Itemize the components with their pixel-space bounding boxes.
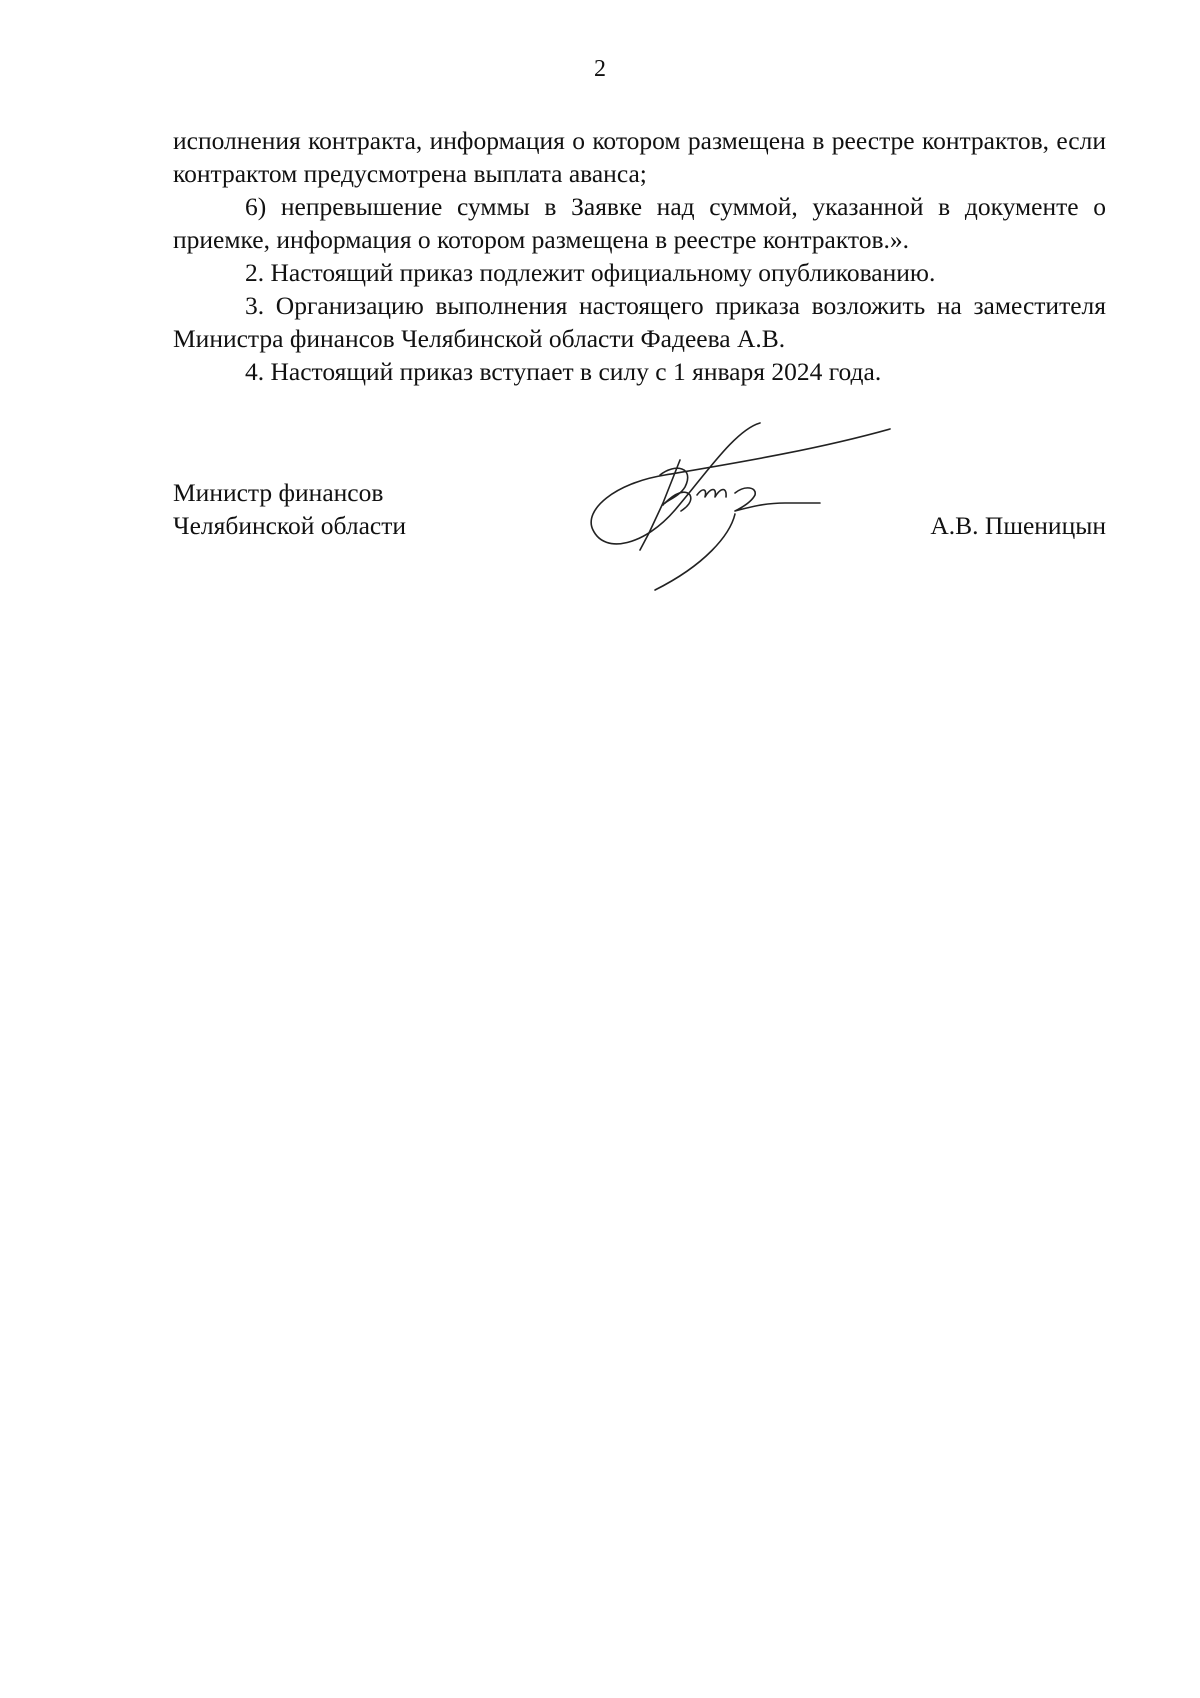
signatory-position — [173, 476, 406, 542]
document-body — [173, 124, 1106, 388]
position-line-2: Челябинской области — [173, 511, 407, 540]
paragraph-item-2: 2. Настоящий приказ подлежит официальному опубликованию. — [245, 258, 936, 287]
paragraph-item-6: 6) непревышение суммы в Заявке над суммой, указанной в документе о приемке, информация о котором размещена в реестре контрактов.». — [173, 192, 1106, 254]
paragraph-continuation: исполнения контракта, информация о котором размещена в реестре контрактов, если контрактом предусмотрена выплата аванса; — [173, 126, 1106, 188]
paragraph-item-3: 3. Организацию выполнения настоящего приказа возложить на заместителя Министра финансов Челябинской области Фадеева А.В. — [173, 291, 1106, 353]
signatory-name: А.В. Пшеницын — [930, 511, 1106, 540]
page-number: 2 — [594, 56, 606, 82]
handwritten-signature-icon — [585, 415, 905, 605]
paragraph-item-4: 4. Настоящий приказ вступает в силу с 1 января 2024 года. — [245, 357, 882, 386]
position-line-1: Министр финансов — [173, 478, 384, 507]
